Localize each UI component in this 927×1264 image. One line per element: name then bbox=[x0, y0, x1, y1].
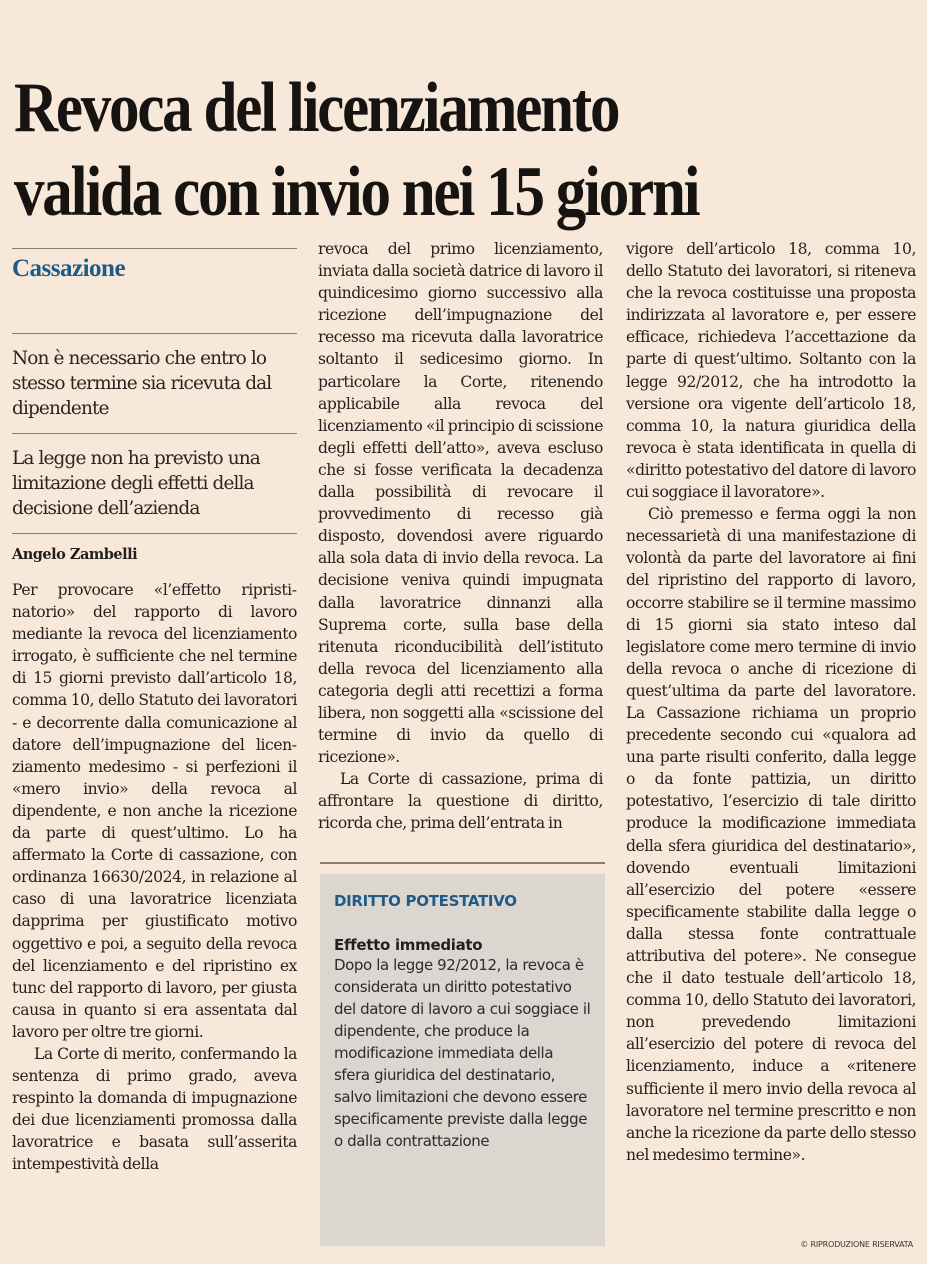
paragraph: La Corte di merito, confermando la sentenza di primo grado, aveva respinto la domanda di impugnazione dei due licenziamenti promossa dalla lavoratrice e basata sull’asserita intempestività della bbox=[12, 1044, 297, 1174]
paragraph: Ciò premesso e ferma oggi la non necessarietà di una manifestazione di volontà da parte del lavoratore ai fini del ripristino del rapporto di lavoro, occorre stabilire se il termine massimo di 15 giorni sia stato inteso dal legislatore come mero termine di invio della revoca o anche di ricezione di quest’ultima da parte del lavoratore. La Cassazione richiama un proprio precedente secondo cui «qualora ad una parte risulti conferito, dalla legge o da fonte pattizia, un diritto potestativo, l’esercizio di tale diritto produce la modificazione immediata della sfera giuridica del destinatario», dovendo eventuali limitazioni all’esercizio del potere «essere specificamente stabilite dalla legge o dalla stessa fonte contrattuale attributiva del potere». Ne consegue che il dato testuale dell’articolo 18, comma 10, dello Statuto dei lavoratori, non prevedendo limitazioni all’esercizio del potere di revoca del licenziamento, induce a «ritenere sufficiente il mero invio della revoca al lavoratore nel termine prescritto e non anche la ricezione da parte dello stesso nel medesimo termine». bbox=[626, 505, 916, 1164]
article-body-col1 bbox=[12, 579, 297, 1176]
headline bbox=[14, 66, 792, 234]
box-divider bbox=[320, 862, 605, 864]
headline-line-2: valida con invio nei 15 giorni bbox=[14, 152, 699, 231]
subheading-2: La legge non ha previsto una limitazione degli effetti della decisione dell’azienda bbox=[12, 448, 260, 519]
box-subtitle: Effetto immediato bbox=[334, 936, 483, 954]
column-2 bbox=[318, 238, 603, 835]
copyright-notice: © RIPRODUZIONE RISERVATA bbox=[800, 1240, 913, 1249]
paragraph: revoca del primo licenziamento, inviata dalla società datrice di lavoro il quindicesimo giorno successivo alla ricezione dell’impugnazione del recesso ma ricevuta dalla lavoratrice soltanto il sedicesimo giorno. In particolare la Corte, ritenendo applicabile alla revoca del licenziamento «il principio di scissione degli effetti dell’atto», aveva escluso che si fosse verificata la decadenza dalla possibilità di revocare il provvedimento di recesso già disposto, dovendosi avere riguardo alla sola data di invio della revoca. La decisione veniva quindi impugnata dalla lavoratrice dinnanzi alla Suprema corte, sulla base della ritenuta riconducibilità dell’istituto della revoca del licenziamento alla categoria degli atti recettizi a forma libera, non soggetti alla «scissione del termine di invio da quello di ricezione». bbox=[318, 240, 603, 767]
subheading-1: Non è necessario che entro lo stesso termine sia ricevuta dal dipendente bbox=[12, 348, 272, 419]
paragraph: vigore dell’articolo 18, comma 10, dello Statuto dei lavoratori, si riteneva che la revoca costituisse una proposta indirizzata al lavoratore e, per essere efficace, richiedeva l’accettazione da parte di quest’ultimo. Soltanto con la legge 92/2012, che ha introdotto la versione ora vigente dell’articolo 18, comma 10, la natura giuridica della revoca è stata identificata in quella di «diritto potestativo del datore di lavoro cui soggiace il lavoratore». bbox=[626, 240, 916, 502]
article-body-col2 bbox=[318, 238, 603, 835]
section-kicker: Cassazione bbox=[12, 255, 126, 282]
headline-line-1: Revoca del licenziamento bbox=[14, 68, 619, 147]
paragraph: La Corte di cassazione, prima di affrontare la questione di diritto, ricorda che, prima dell’entrata in bbox=[318, 770, 603, 833]
author-byline: Angelo Zambelli bbox=[12, 546, 138, 563]
paragraph: Per provocare «l’effetto ripristinatorio» del rapporto di lavoro mediante la revoca del licenziamento irrogato, è sufficiente che nel termine di 15 giorni previsto dall’articolo 18, comma 10, dello Statuto dei lavoratori - e decorrente dalla comunicazione al datore dell’impugnazione del licenziamento medesimo - si perfezioni il «mero invio» della revoca al dipendente, e non anche la ricezione da parte di quest’ultimo. Lo ha affermato la Corte di cassazione, con ordinanza 16630/2024, in relazione al caso di una lavoratrice licenziata dapprima per giustificato motivo oggettivo e poi, a seguito della revoca del licenziamento e del ripristino ex tunc del rapporto di lavoro, per giusta causa in quanto si era assentata dal lavoro per oltre tre giorni. bbox=[12, 581, 297, 1041]
sidebar-box bbox=[320, 874, 605, 1246]
article-body-col3 bbox=[626, 238, 916, 1166]
column-3 bbox=[626, 238, 916, 1166]
box-title: DIRITTO POTESTATIVO bbox=[334, 892, 517, 910]
column-1 bbox=[12, 248, 297, 1176]
box-text: Dopo la legge 92/2012, la revoca è considerata un diritto potestativo del datore di lavoro a cui soggiace il dipendente, che produce la modificazione immediata della sfera giuridica del destinatario, salvo limitazioni che devono essere specificamente previste dalla legge o dalla contrattazione bbox=[334, 956, 591, 1150]
